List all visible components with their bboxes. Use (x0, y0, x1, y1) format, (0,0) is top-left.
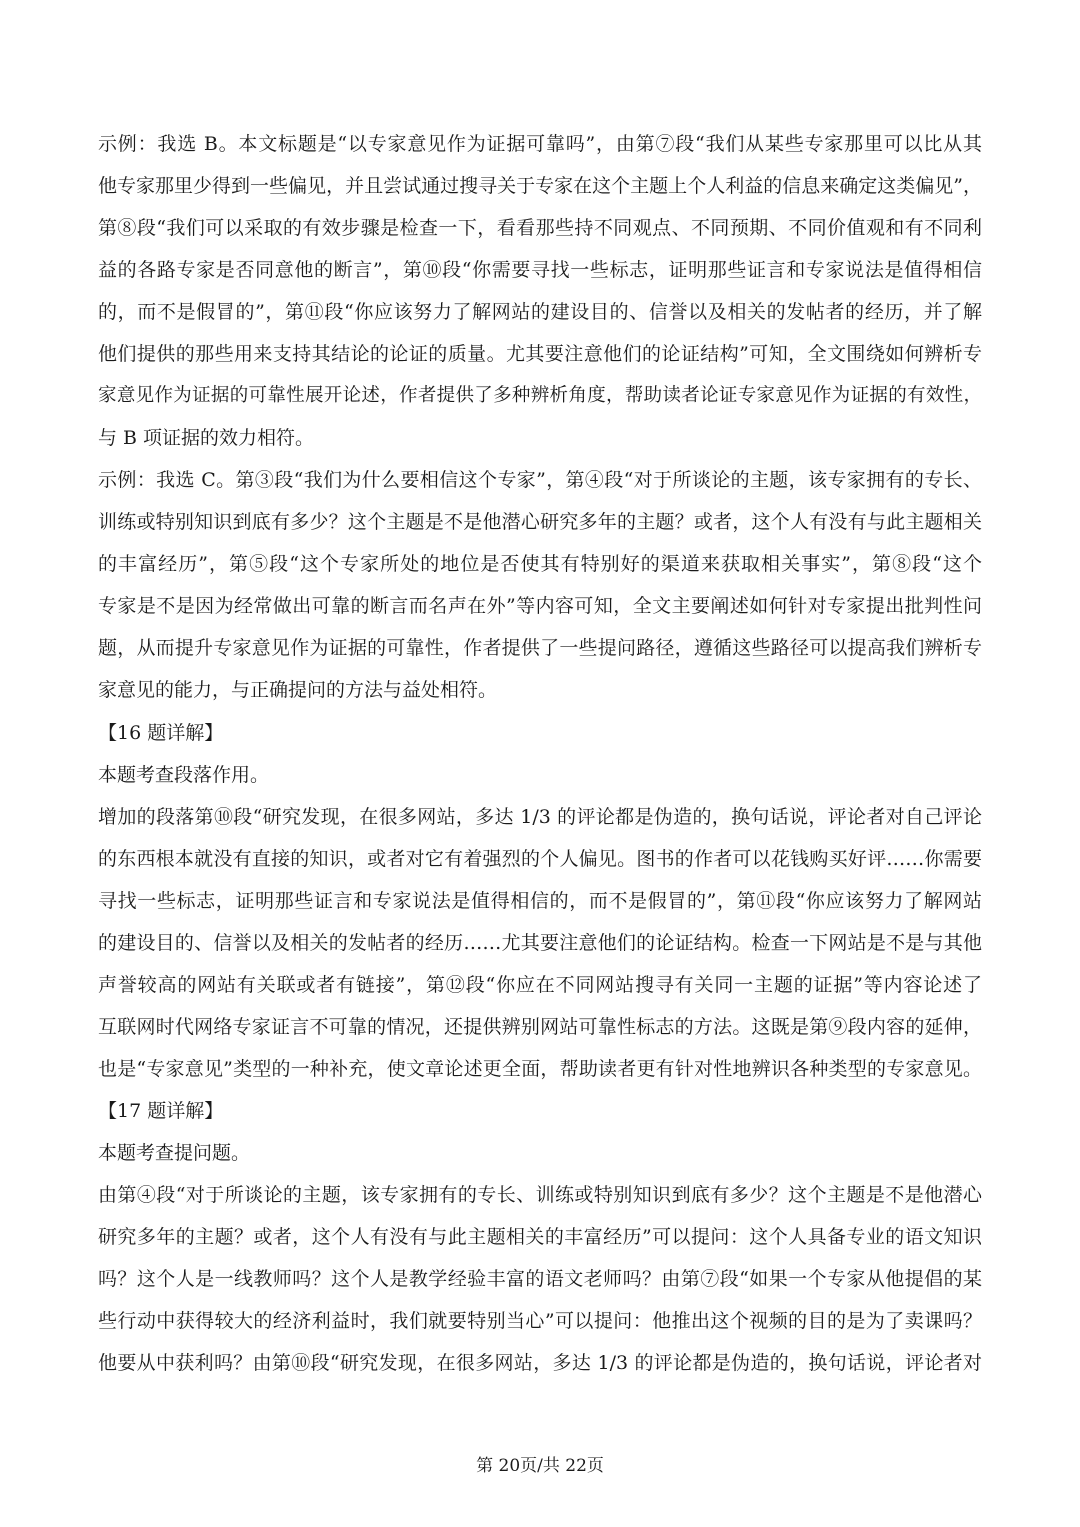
text-line: 吗？这个人是一线教师吗？这个人是教学经验丰富的语文老师吗？由第⑦段“如果一个专家从他提倡的某 (98, 1268, 982, 1290)
text-line: 与 B 项证据的效力相符。 (98, 427, 315, 449)
text-line: 增加的段落第⑩段“研究发现，在很多网站，多达 1/3 的评论都是伪造的，换句话说，评论者对自己评论 (98, 806, 982, 828)
text-line: 寻找一些标志，证明那些证言和专家说法是值得相信的，而不是假冒的”，第⑪段“你应该努力了解网站 (98, 890, 982, 912)
section-heading: 【16 题详解】 (98, 722, 224, 744)
text-line: 专家是不是因为经常做出可靠的断言而名声在外”等内容可知，全文主要阐述如何针对专家提出批判性问 (98, 595, 982, 617)
text-line: 的，而不是假冒的”，第⑪段“你应该努力了解网站的建设目的、信誉以及相关的发帖者的经历，并了解 (98, 301, 982, 323)
text-line: 互联网时代网络专家证言不可靠的情况，还提供辨别网站可靠性标志的方法。这既是第⑨段内容的延伸， (98, 1016, 982, 1038)
text-line: 由第④段“对于所谈论的主题，该专家拥有的专长、训练或特别知识到底有多少？这个主题是不是他潜心 (98, 1184, 982, 1206)
text-line: 研究多年的主题？或者，这个人有没有与此主题相关的丰富经历”可以提问：这个人具备专业的语文知识 (98, 1226, 982, 1248)
text-line: 益的各路专家是否同意他的断言”，第⑩段“你需要寻找一些标志，证明那些证言和专家说法是值得相信 (98, 259, 982, 281)
page-number-footer: 第 20页/共 22页 (476, 1456, 604, 1476)
text-line: 示例：我选 B。本文标题是“以专家意见作为证据可靠吗”，由第⑦段“我们从某些专家那里可以比从其 (98, 133, 982, 155)
text-line: 本题考查段落作用。 (98, 764, 270, 786)
text-line: 训练或特别知识到底有多少？这个主题是不是他潜心研究多年的主题？或者，这个人有没有与此主题相关 (98, 511, 982, 533)
text-line: 他们提供的那些用来支持其结论的论证的质量。尤其要注意他们的论证结构”可知，全文围绕如何辨析专 (98, 343, 982, 365)
text-line: 示例：我选 C。第③段“我们为什么要相信这个专家”，第④段“对于所谈论的主题，该专家拥有的专长、 (98, 469, 982, 491)
text-line: 家意见的能力，与正确提问的方法与益处相符。 (98, 679, 498, 701)
text-line: 些行动中获得较大的经济利益时，我们就要特别当心”可以提问：他推出这个视频的目的是为了卖课吗？ (98, 1310, 982, 1332)
text-line: 的丰富经历”，第⑤段“这个专家所处的地位是否使其有特别好的渠道来获取相关事实”，第⑧段“这个 (98, 553, 982, 575)
text-line: 题，从而提升专家意见作为证据的可靠性，作者提供了一些提问路径，遵循这些路径可以提高我们辨析专 (98, 637, 982, 659)
section-heading: 【17 题详解】 (98, 1100, 224, 1122)
text-line: 声誉较高的网站有关联或者有链接”，第⑫段“你应在不同网站搜寻有关同一主题的证据”等内容论述了 (98, 974, 982, 996)
text-line: 的东西根本就没有直接的知识，或者对它有着强烈的个人偏见。图书的作者可以花钱购买好评……你需要 (98, 848, 982, 870)
text-line: 家意见作为证据的可靠性展开论述，作者提供了多种辨析角度，帮助读者论证专家意见作为证据的有效性， (98, 385, 982, 406)
text-line: 他要从中获利吗？由第⑩段“研究发现，在很多网站，多达 1/3 的评论都是伪造的，换句话说，评论者对 (98, 1352, 982, 1374)
text-line: 也是“专家意见”类型的一种补充，使文章论述更全面，帮助读者更有针对性地辨识各种类型的专家意见。 (98, 1058, 982, 1080)
text-line: 本题考查提问题。 (98, 1142, 251, 1164)
text-line: 的建设目的、信誉以及相关的发帖者的经历……尤其要注意他们的论证结构。检查一下网站是不是与其他 (98, 932, 982, 954)
text-line: 第⑧段“我们可以采取的有效步骤是检查一下，看看那些持不同观点、不同预期、不同价值观和有不同利 (98, 217, 982, 239)
text-line: 他专家那里少得到一些偏见，并且尝试通过搜寻关于专家在这个主题上个人利益的信息来确定这类偏见”， (98, 175, 982, 197)
